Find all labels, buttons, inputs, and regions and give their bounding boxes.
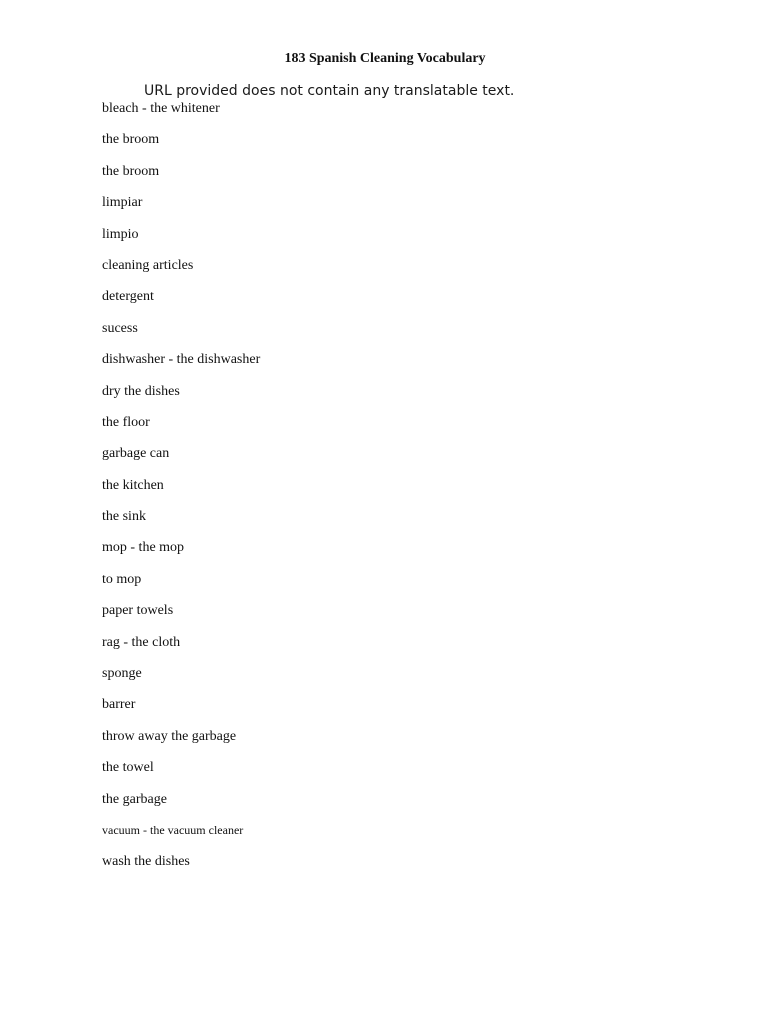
list-item: to mop (102, 571, 142, 587)
list-item: the kitchen (102, 477, 164, 493)
list-item: detergent (102, 289, 154, 305)
list-item: bleach - the whitener (102, 101, 220, 116)
document-title-text: 183 Spanish Cleaning Vocabulary (284, 51, 486, 66)
list-item: rag - the cloth (102, 634, 181, 650)
list-item: the towel (102, 760, 154, 776)
list-item: dishwasher - the dishwasher (102, 352, 261, 368)
list-item: garbage can (102, 446, 170, 462)
vocabulary-list (102, 100, 260, 885)
list-item: sponge (102, 666, 142, 682)
intro-text: URL provided does not contain any translatable text. (144, 83, 515, 99)
list-item: cleaning articles (102, 257, 194, 273)
list-item: mop - the mop (102, 540, 185, 556)
list-item: limpiar (102, 195, 143, 211)
list-item: sucess (102, 320, 138, 336)
list-item: dry the dishes (102, 383, 180, 399)
list-item: the broom (102, 132, 160, 148)
list-item: throw away the garbage (102, 728, 237, 744)
list-item: limpio (102, 226, 139, 242)
list-item: the floor (102, 414, 150, 430)
list-item: the garbage (102, 791, 167, 807)
list-item: paper towels (102, 603, 174, 619)
list-item: vacuum - the vacuum cleaner (102, 822, 244, 837)
list-item: the sink (102, 509, 146, 525)
list-item: the broom (102, 163, 160, 179)
list-item: wash the dishes (102, 854, 190, 870)
list-item: barrer (102, 697, 136, 713)
document-title (0, 51, 768, 67)
